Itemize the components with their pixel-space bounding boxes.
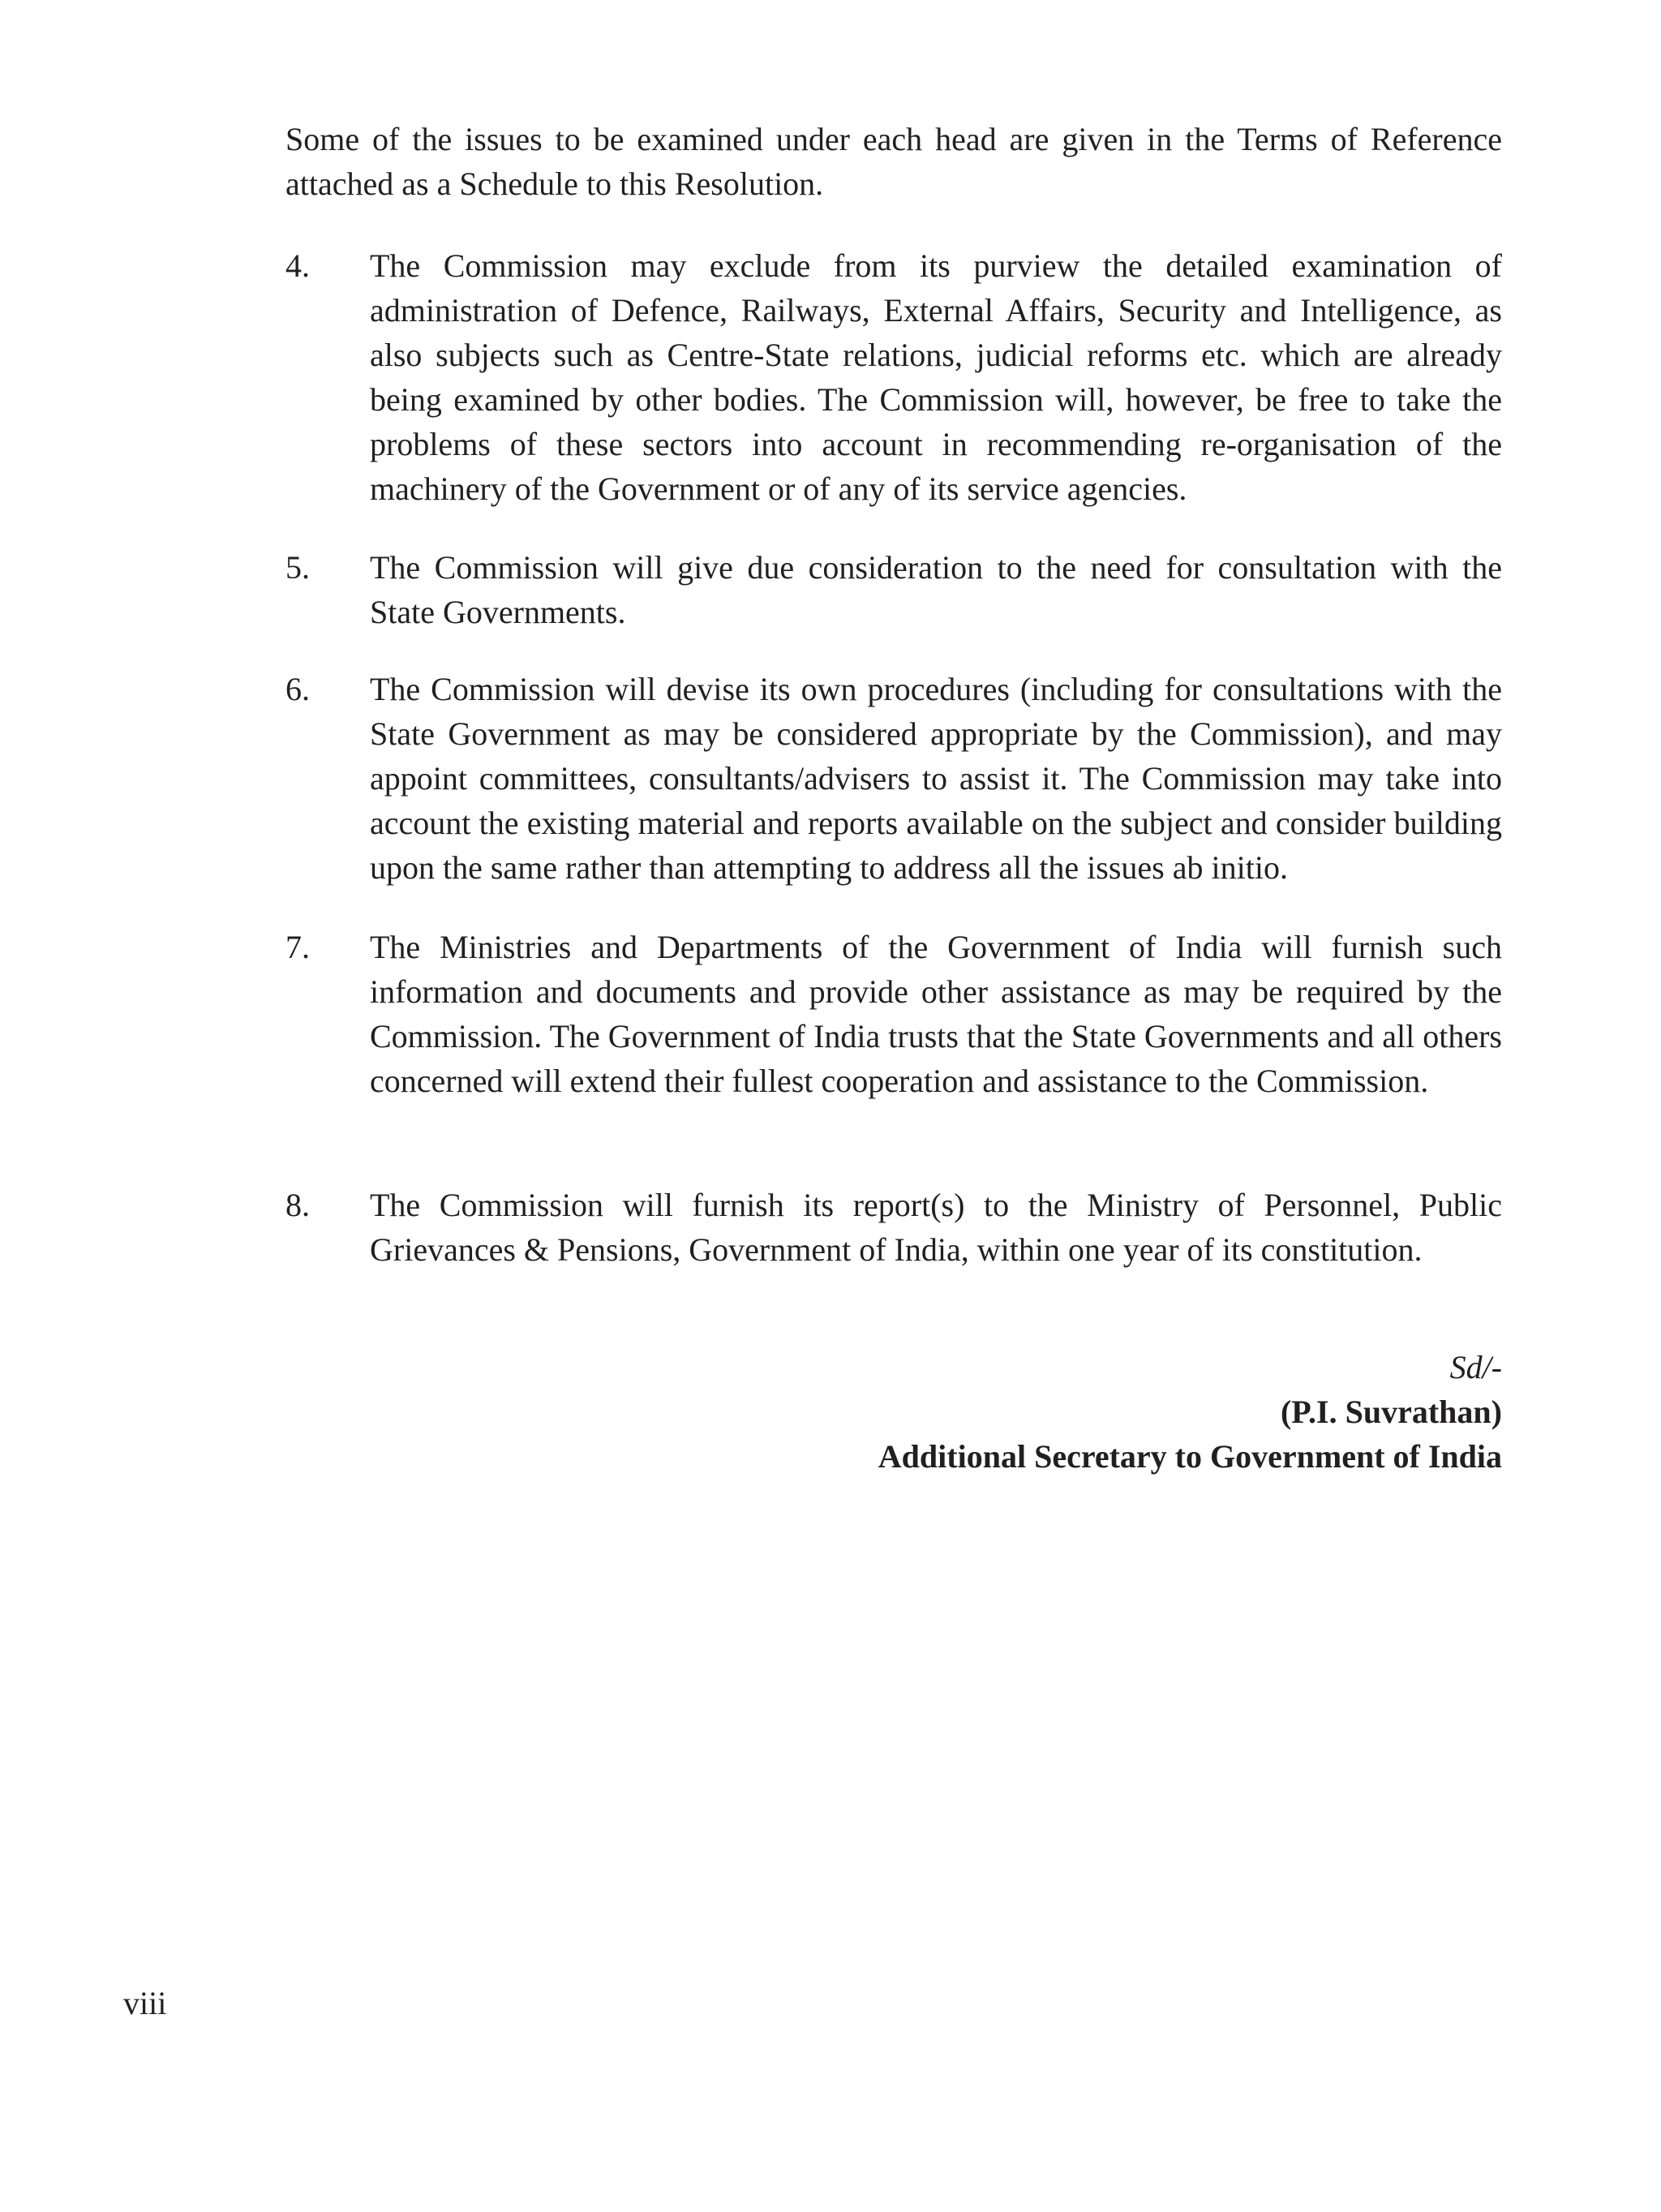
paragraph-number: 8. — [285, 1187, 310, 1223]
paragraph-number: 4. — [285, 247, 310, 284]
paragraph-text: The Commission will give due consideration to the need for consultation with the State Governments. — [370, 549, 1502, 630]
numbered-paragraph-6 — [285, 667, 1502, 890]
paragraph-number: 7. — [285, 929, 310, 965]
paragraph-text: The Ministries and Departments of the Government of India will furnish such information and documents and provide other assistance as may be required by the Commission. The Government of India trusts that the State Governments and all others concerned will extend their fullest cooperation and assistance to the Commission. — [370, 929, 1502, 1099]
paragraph-text: The Commission will devise its own procedures (including for consultations with the State Government as may be considered appropriate by the Commission), and may appoint committees, consultants/advisers to assist it. The Commission may take into account the existing material and reports available on the subject and consider building upon the same rather than attempting to address all the issues ab initio. — [370, 671, 1502, 886]
paragraph-text: The Commission will furnish its report(s) to the Ministry of Personnel, Public Grievances & Pensions, Government of India, within one year of its constitution. — [370, 1187, 1502, 1268]
intro-paragraph: Some of the issues to be examined under each head are given in the Terms of Reference attached as a Schedule to this Resolution. — [285, 121, 1502, 202]
signature-sd: Sd/- — [1449, 1349, 1502, 1385]
page-number: viii — [123, 1985, 167, 2021]
paragraph-number: 6. — [285, 671, 310, 707]
paragraph-text: The Commission may exclude from its purview the detailed examination of administration of Defence, Railways, External Affairs, Security and Intelligence, as also subjects such as Centre-State relations, judicial reforms etc. which are already being examined by other bodies. The Commission will, however, be free to take the problems of these sectors into account in recommending re-organisation of the machinery of the Government or of any of its service agencies. — [370, 247, 1502, 507]
numbered-paragraph-7 — [285, 925, 1502, 1103]
signatory-title: Additional Secretary to Government of India — [878, 1438, 1502, 1475]
numbered-paragraph-8 — [285, 1183, 1502, 1272]
numbered-paragraph-5 — [285, 545, 1502, 634]
numbered-paragraph-4 — [285, 243, 1502, 511]
signature-block — [878, 1345, 1502, 1479]
paragraph-number: 5. — [285, 549, 310, 586]
signatory-name: (P.I. Suvrathan) — [1280, 1394, 1502, 1430]
